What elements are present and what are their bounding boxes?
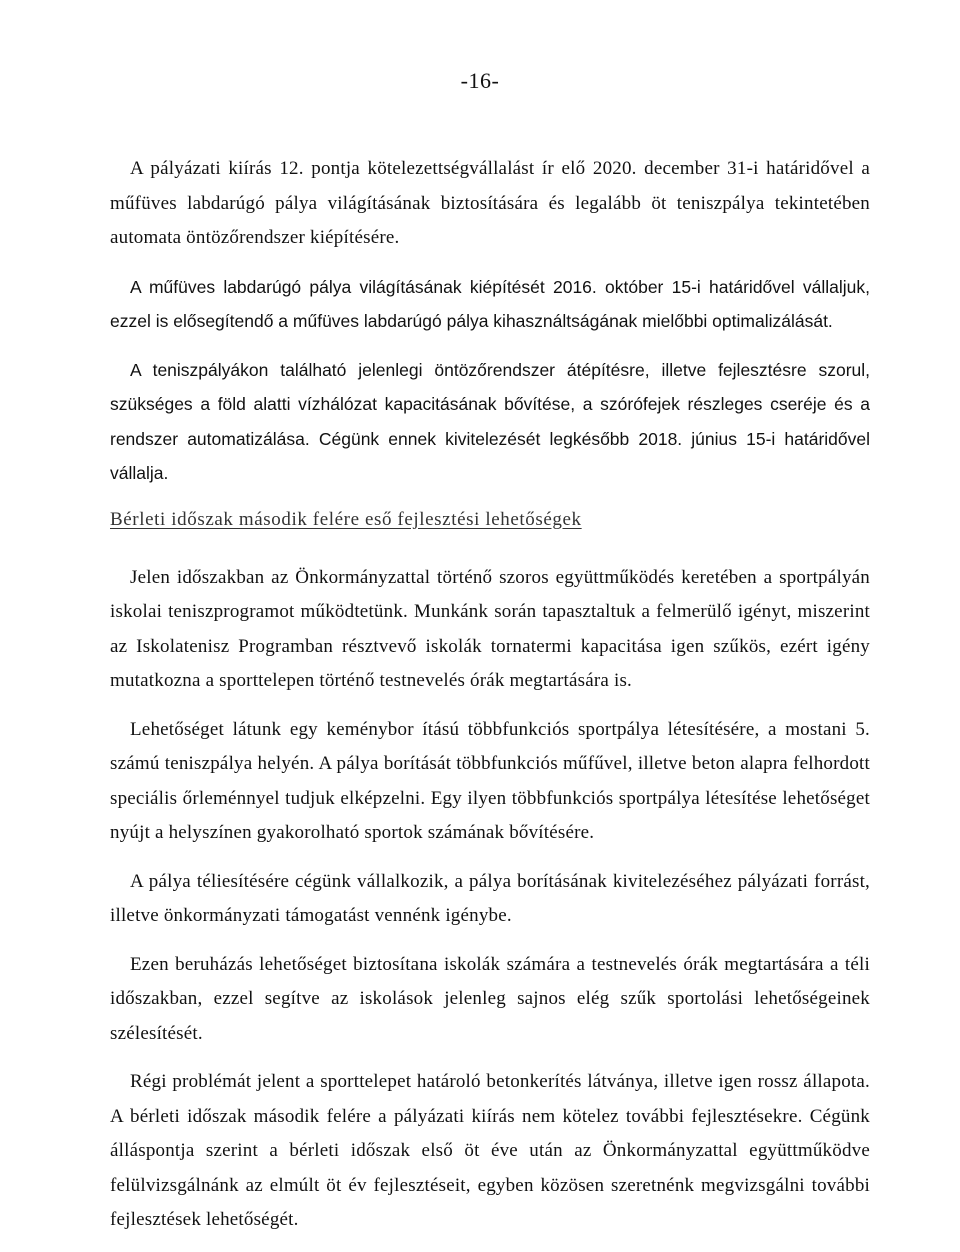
document-body [110, 152, 870, 1252]
page-number: -16- [460, 68, 500, 93]
paragraph-multifunction-court: Lehetőséget látunk egy keménybor ítású többfunkciós sportpálya létesítésére, a mostani 5. számú teniszpálya helyén. A pálya borítását többfunkciós műfűvel, illetve beton alapra felhordott speciális őrleménnyel tudjuk elképzelni. Egy ilyen többfunkciós sportpálya létesítése lehetőséget nyújt a helyszínen gyakorolható sportok számának bővítésére. [110, 718, 870, 843]
paragraph-irrigation: A teniszpályákon található jelenlegi öntözőrendszer átépítésre, illetve fejlesztésre szorul, szükséges a föld alatti vízhálózat kapacitásának bővítése, a szórófejek részleges cseréje és a rendszer automatizálása. Cégünk ennek kivitelezését legkésőbb 2018. június 15-i határidővel vállalja. [110, 359, 870, 483]
paragraph-tennis-program: Jelen időszakban az Önkormányzattal történő szoros együttműködés keretében a sportpályán iskolai teniszprogramot működtetünk. Munkánk során tapasztaltuk a felmerülő igényt, miszerint az Iskolatenisz Programban résztvevő iskolák tornatermi kapacitása igen szűkös, ezért igény mutatkozna a sporttelepen történő testnevelés órák megtartására is. [110, 566, 870, 691]
paragraph-fence: Régi problémát jelent a sporttelepet határoló betonkerítés látványa, illetve igen rossz állapota. A bérleti időszak második felére a pályázati kiírás nem kötelez további fejlesztésekre. Cégünk álláspontja szerint a bérleti időszak első öt éve után az Önkormányzattal együttműködve felülvizsgálnánk az elmúlt öt év fejlesztéseit, egyben közösen szeretnénk megvizsgálni további fejlesztések lehetőségét. [110, 1071, 870, 1230]
section-heading: Bérleti időszak második felére eső fejlesztési lehetőségek [110, 508, 582, 530]
paragraph-winterization: A pálya téliesítésére cégünk vállalkozik, a pálya borításának kivitelezéséhez pályázati forrást, illetve önkormányzati támogatást vennénk igénybe. [110, 870, 870, 926]
paragraph-obligation: A pályázati kiírás 12. pontja kötelezettségvállalást ír elő 2020. december 31-i határidővel a műfüves labdarúgó pálya világításának biztosítására és legalább öt teniszpálya tekintetében automata öntözőrendszer kiépítésére. [110, 158, 870, 248]
paragraph-lighting: A műfüves labdarúgó pálya világításának kiépítését 2016. október 15-i határidővel vállaljuk, ezzel is elősegítendő a műfüves labdarúgó pálya kihasználtságának mielőbbi optimalizálását. [110, 276, 870, 331]
paragraph-investment: Ezen beruházás lehetőséget biztosítana iskolák számára a testnevelés órák megtartására a téli időszakban, ezzel segítve az iskolások jelenleg sajnos elég szűk sportolási lehetőségeinek szélesítését. [110, 953, 870, 1044]
